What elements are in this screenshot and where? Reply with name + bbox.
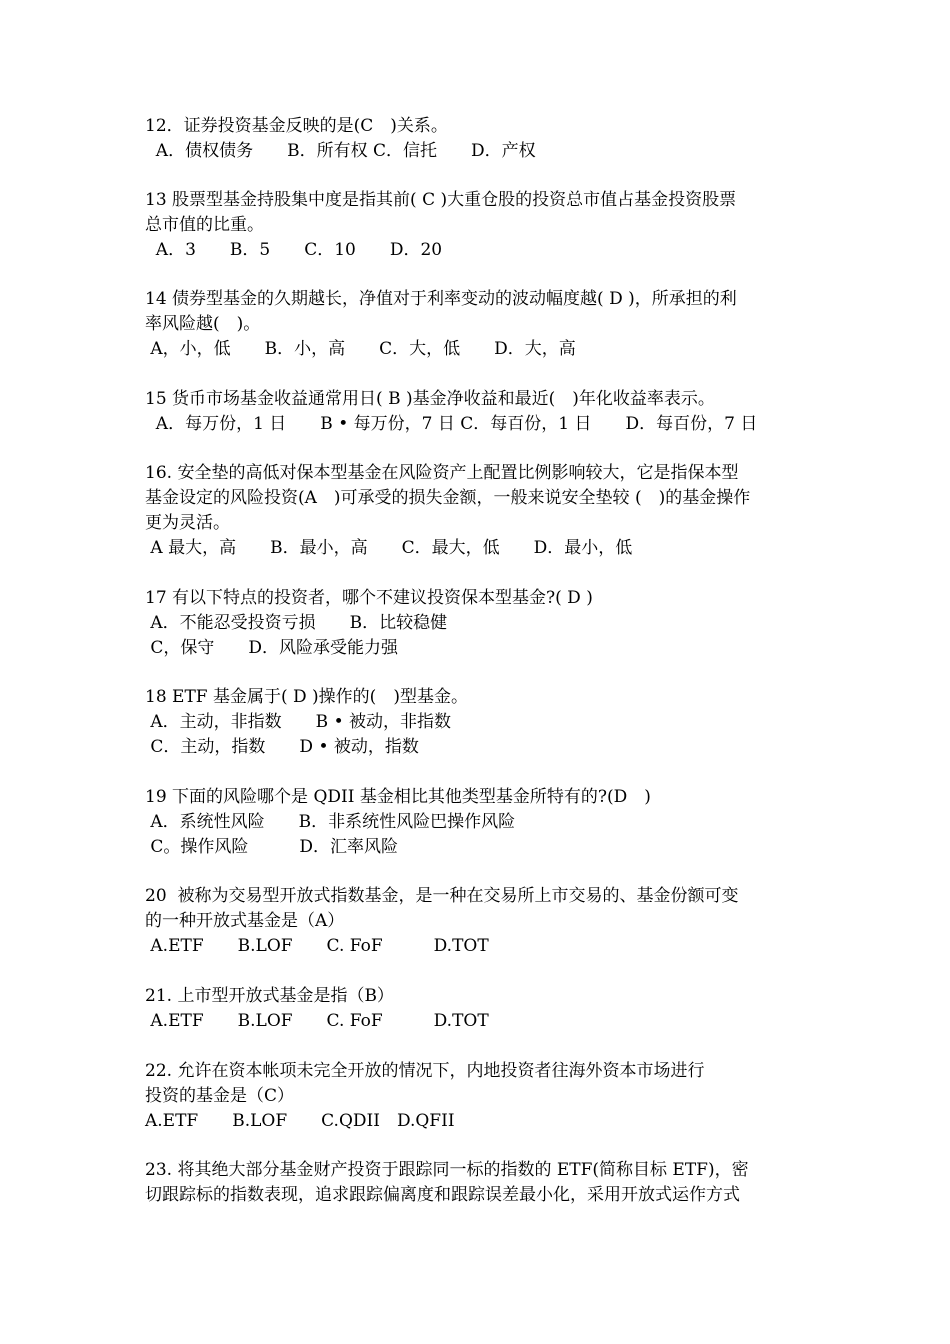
question-23	[145, 1158, 815, 1208]
answer-options: A．不能忍受投资亏损 B．比较稳健	[145, 613, 448, 633]
question-text: 18 ETF 基金属于( D )操作的( )型基金。	[145, 687, 468, 707]
question-20	[145, 884, 815, 959]
answer-options: A 最大，高 B．最小，高 C．最大，低 D．最小，低	[145, 538, 633, 558]
question-text: 14 债券型基金的久期越长，净值对于利率变动的波动幅度越( D )，所承担的利	[145, 289, 737, 309]
answer-options: A．每万份，1 日 B • 每万份，7 日 C．每百份，1 日 D．每百份，7 日	[145, 414, 758, 434]
question-text: 的一种开放式基金是（A）	[145, 911, 345, 931]
question-text: 基金设定的风险投资(A )可承受的损失金额，一般来说安全垫较 ( )的基金操作	[145, 488, 751, 508]
question-text: 12．证券投资基金反映的是(C )关系。	[145, 116, 448, 136]
answer-options: A．主动，非指数 B • 被动，非指数	[145, 712, 452, 732]
answer-options: C。操作风险 D．汇率风险	[145, 837, 399, 857]
question-text: 率风险越( )。	[145, 314, 261, 334]
question-19	[145, 785, 815, 860]
question-text: 16. 安全垫的高低对保本型基金在风险资产上配置比例影响较大，它是指保本型	[145, 463, 739, 483]
question-22	[145, 1059, 815, 1134]
question-14	[145, 287, 815, 362]
answer-options: A．系统性风险 B．非系统性风险巴操作风险	[145, 812, 516, 832]
question-15	[145, 387, 815, 437]
answer-options: A．债权债务 B．所有权 C．信托 D．产权	[145, 141, 536, 161]
question-17	[145, 586, 815, 661]
answer-options: A．3 B．5 C．10 D．20	[145, 240, 443, 260]
question-text: 更为灵活。	[145, 513, 230, 533]
question-text: 20 被称为交易型开放式指数基金，是一种在交易所上市交易的、基金份额可变	[145, 886, 739, 906]
question-12	[145, 114, 815, 164]
answer-options: A.ETF B.LOF C.QDII D.QFII	[145, 1111, 455, 1131]
question-text: 15 货币市场基金收益通常用日( B )基金净收益和最近( )年化收益率表示。	[145, 389, 715, 409]
answer-options: A.ETF B.LOF C. FoF D.TOT	[145, 936, 489, 956]
answer-options: A，小，低 B．小，高 C．大，低 D．大，高	[145, 339, 576, 359]
question-text: 19 下面的风险哪个是 QDII 基金相比其他类型基金所特有的?(D )	[145, 787, 651, 807]
question-16	[145, 461, 815, 561]
question-text: 17 有以下特点的投资者，哪个不建议投资保本型基金?( D )	[145, 588, 593, 608]
answer-options: C．主动，指数 D • 被动，指数	[145, 737, 419, 757]
question-21	[145, 984, 815, 1034]
question-text: 切跟踪标的指数表现，追求跟踪偏离度和跟踪误差最小化，采用开放式运作方式	[145, 1185, 740, 1205]
question-text: 22. 允许在资本帐项未完全开放的情况下，内地投资者往海外资本市场进行	[145, 1061, 705, 1081]
question-text: 21. 上市型开放式基金是指（B）	[145, 986, 394, 1006]
question-text: 总市值的比重。	[145, 215, 264, 235]
answer-options: A.ETF B.LOF C. FoF D.TOT	[145, 1011, 489, 1031]
question-text: 23. 将其绝大部分基金财产投资于跟踪同一标的指数的 ETF(简称目标 ETF)，密	[145, 1160, 749, 1180]
question-text: 13 股票型基金持股集中度是指其前( C )大重仓股的投资总市值占基金投资股票	[145, 190, 737, 210]
question-18	[145, 685, 815, 760]
answer-options: C，保守 D．风险承受能力强	[145, 638, 399, 658]
question-text: 投资的基金是（C）	[145, 1086, 295, 1106]
question-13	[145, 188, 815, 263]
